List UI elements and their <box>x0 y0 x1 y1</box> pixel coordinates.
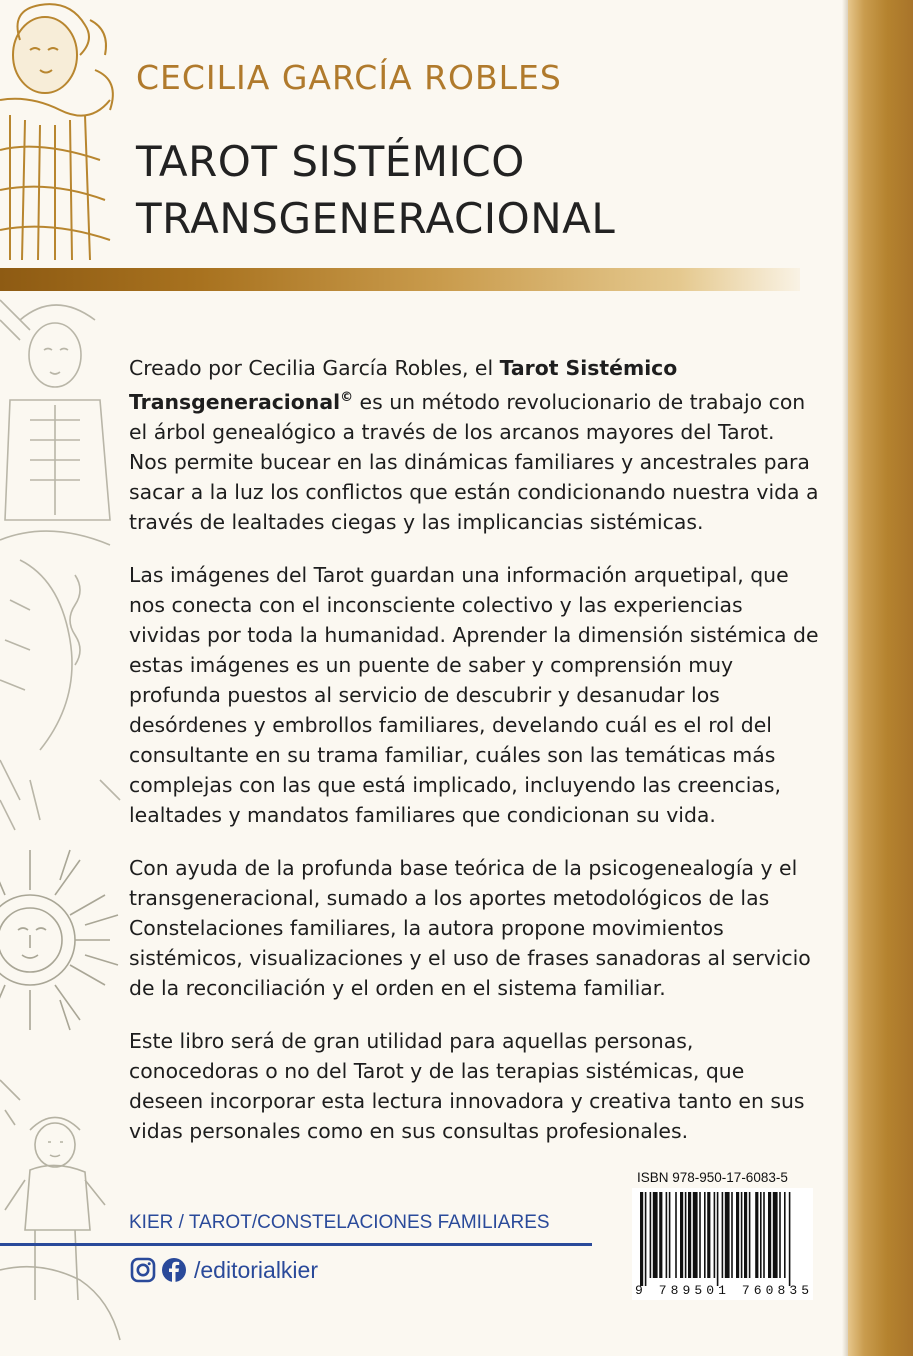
isbn-label: ISBN 978-950-17-6083-5 <box>637 1170 788 1185</box>
barcode-bar <box>717 1192 719 1286</box>
tarot-engraving-illustration <box>0 0 125 1356</box>
barcode-bar <box>693 1192 698 1278</box>
barcode-bar <box>741 1192 743 1278</box>
barcode-bar <box>685 1192 687 1278</box>
p1-lead: Creado por Cecilia García Robles, el <box>129 356 500 380</box>
synopsis-paragraph-1 <box>129 353 819 537</box>
book-title-line-2: TRANSGENERACIONAL <box>136 194 616 243</box>
barcode-bar <box>669 1192 671 1278</box>
barcode-bar <box>749 1192 751 1278</box>
barcode-bar <box>763 1192 765 1278</box>
barcode-bar <box>675 1192 677 1278</box>
barcode-bar <box>666 1192 668 1278</box>
barcode-bar <box>773 1192 778 1278</box>
barcode-bar <box>731 1192 733 1278</box>
barcode-bar <box>768 1192 771 1278</box>
synopsis <box>129 353 819 1169</box>
p1-title-bold-2: Transgeneracional <box>129 389 341 414</box>
barcode-bar <box>714 1192 716 1278</box>
barcode-bar <box>659 1192 662 1278</box>
author-name: CECILIA GARCÍA ROBLES <box>136 58 562 97</box>
barcode-bar <box>680 1192 683 1278</box>
isbn-barcode <box>632 1188 813 1300</box>
instagram-icon[interactable] <box>130 1257 156 1283</box>
barcode-graphic <box>632 1188 813 1300</box>
social-links <box>130 1255 318 1285</box>
barcode-bar <box>688 1192 691 1278</box>
p1-title-bold: Tarot Sistémico <box>499 356 678 380</box>
barcode-bar <box>704 1192 706 1278</box>
copyright-mark: © <box>340 390 354 405</box>
barcode-bar <box>725 1192 730 1278</box>
book-title <box>136 133 615 247</box>
barcode-bar <box>653 1192 658 1278</box>
spine-edge <box>848 0 913 1356</box>
synopsis-paragraph-2: Las imágenes del Tarot guardan una información arquetipal, que nos conecta con el inconsciente colectivo y las experiencias vividas por toda la humanidad. Aprender la dimensión sistémica de estas imágenes es un puente de saber y comprensión muy profunda puestos al servicio de descubrir y desanudar los desórdenes y embrollos familiares, develando cuál es el rol del consultante en su trama familiar, cuáles son las temáticas más complejas con las que está implicado, incluyendo las creencias, lealtades y mandatos familiares que condicionan su vida. <box>129 562 819 827</box>
barcode-digits: 9 789501 760835 <box>635 1283 809 1298</box>
barcode-bar <box>736 1192 739 1278</box>
tarot-illustration-strip <box>0 0 125 1356</box>
category-label: KIER / TAROT/CONSTELACIONES FAMILIARES <box>129 1212 550 1233</box>
p1-rest: es un método revolucionario de trabajo con el árbol genealógico a través de los arcanos mayores del Tarot. Nos permite bucear en las dinámicas familiares y ancestrales para sacar a la luz los conflictos que están condicionando nuestra vida a través de lealtades ciegas y las implicancias sistémicas. <box>129 389 819 534</box>
barcode-bar <box>707 1192 710 1278</box>
barcode-bar <box>650 1192 652 1278</box>
facebook-icon[interactable] <box>161 1257 187 1283</box>
barcode-bar <box>755 1192 758 1278</box>
social-handle[interactable]: /editorialkier <box>194 1256 318 1283</box>
barcode-bar <box>645 1192 647 1286</box>
barcode-bar <box>789 1192 791 1286</box>
book-title-line-1: TAROT SISTÉMICO <box>136 137 525 186</box>
synopsis-paragraph-4: Este libro será de gran utilidad para aquellas personas, conocedoras o no del Tarot y de las terapias sistémicas, que deseen incorporar esta lectura innovadora y creativa tanto en sus vidas personales como en sus consultas profesionales. <box>129 1028 805 1143</box>
barcode-bar <box>640 1192 643 1286</box>
barcode-bar <box>744 1192 747 1278</box>
barcode-bar <box>699 1192 701 1278</box>
barcode-bar <box>760 1192 762 1278</box>
gold-divider-bar <box>0 268 800 291</box>
synopsis-paragraph-3: Con ayuda de la profunda base teórica de la psicogenealogía y el transgeneracional, sumado a los aportes metodológicos de las Constelaciones familiares, la autora propone movimientos sistémicos, visualizaciones y el uso de frases sanadoras al servicio de la reconciliación y el orden en el sistema familiar. <box>129 855 811 1000</box>
barcode-bar <box>722 1192 724 1278</box>
barcode-bar <box>784 1192 786 1278</box>
category-rule <box>0 1243 592 1246</box>
barcode-bar <box>779 1192 781 1278</box>
